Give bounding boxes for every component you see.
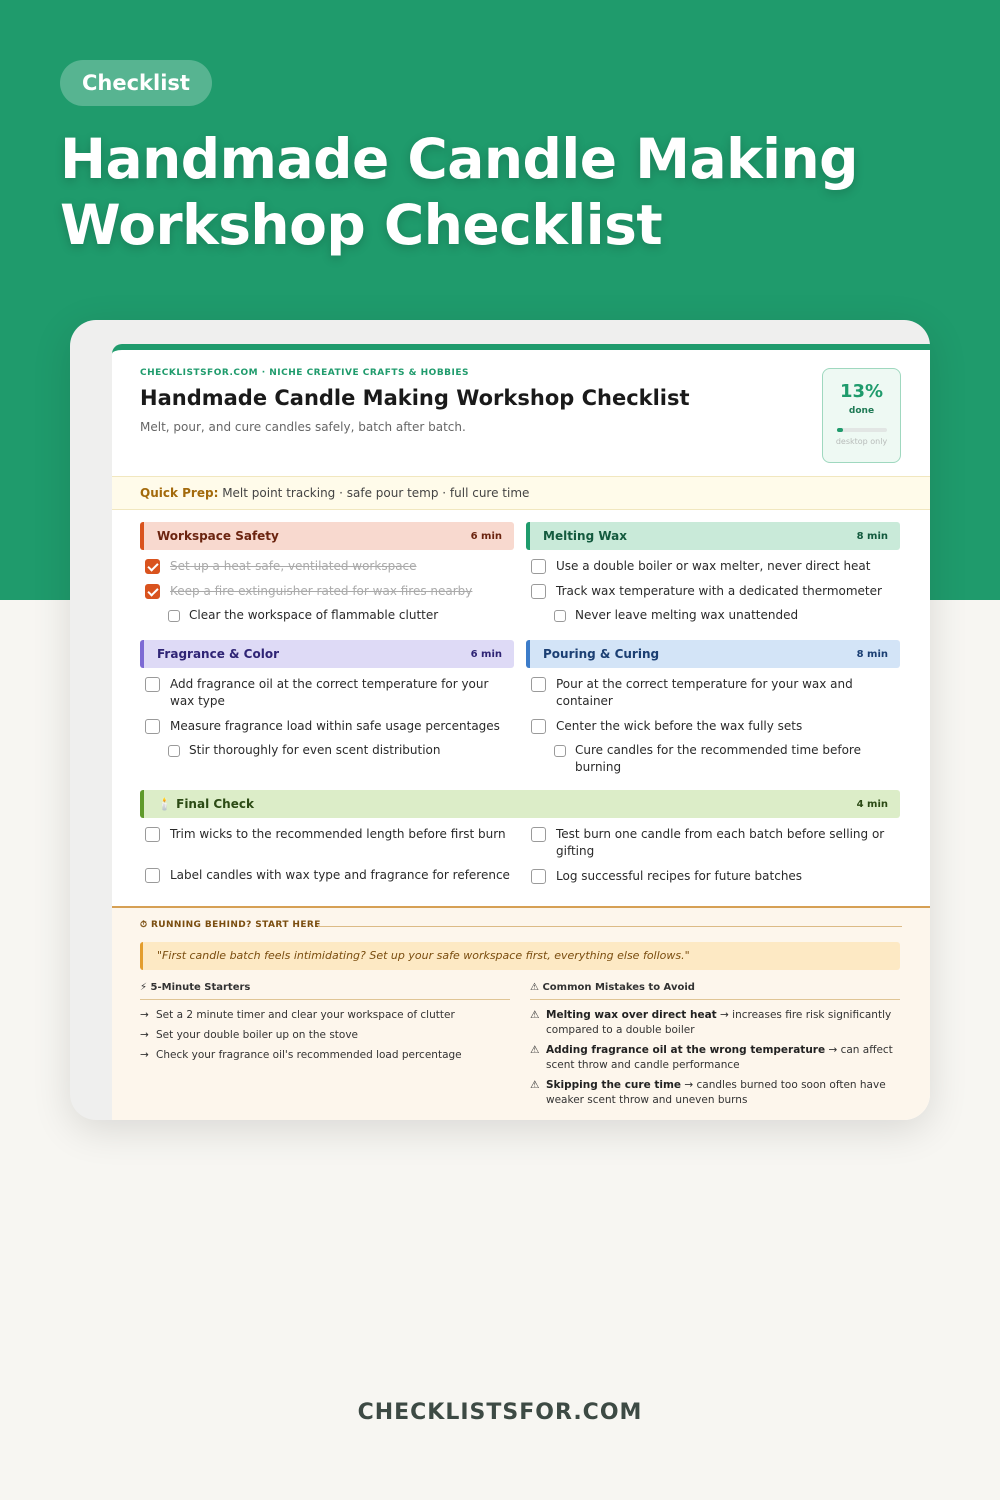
checkbox[interactable] (531, 677, 546, 692)
section-fragrance-color (140, 640, 514, 759)
mistake-consequence: → can affect scent throw and candle performance (546, 1044, 893, 1071)
mistake-consequence: → increases fire risk significantly compared to a double boiler (546, 1009, 892, 1036)
starters-column (140, 982, 510, 1068)
section-time: 8 min (856, 648, 888, 660)
checkbox[interactable] (145, 559, 160, 574)
checklist-item[interactable] (526, 558, 900, 575)
checklist-subitem[interactable] (140, 742, 514, 759)
checklist-subitem[interactable] (526, 742, 900, 776)
checklist-item[interactable] (140, 718, 514, 735)
checkbox[interactable] (531, 584, 546, 599)
section-time: 6 min (470, 530, 502, 542)
document-subtitle: Melt, pour, and cure candles safely, batch after batch. (140, 420, 466, 434)
checklist-item-text: Clear the workspace of flammable clutter (189, 608, 439, 622)
checklist-item[interactable] (140, 558, 514, 575)
checklist-item-text: Pour at the correct temperature for your wax and container (556, 677, 853, 708)
starter-item (140, 1028, 510, 1043)
section-time: 8 min (856, 530, 888, 542)
section-pouring-curing (526, 640, 900, 776)
checkbox[interactable] (145, 719, 160, 734)
section-title: Melting Wax (543, 529, 627, 543)
starter-text: Check your fragrance oil's recommended load percentage (156, 1049, 462, 1061)
checklist-item-text: Keep a fire extinguisher rated for wax fires nearby (170, 584, 473, 598)
checklist-item-text: Stir thoroughly for even scent distribution (189, 743, 441, 757)
checklist-item-text: Measure fragrance load within safe usage percentages (170, 719, 500, 733)
section-time: 6 min (470, 648, 502, 660)
quick-prep-bar (112, 476, 930, 510)
section-header (526, 522, 900, 550)
checklist-item-text: Label candles with wax type and fragrance for reference (170, 868, 510, 882)
arrow-icon: → (140, 1009, 149, 1021)
checkbox[interactable] (145, 868, 160, 883)
checkbox[interactable] (168, 610, 180, 622)
section-header (526, 640, 900, 668)
checkbox[interactable] (145, 677, 160, 692)
running-behind-title: ⏱ RUNNING BEHIND? START HERE (140, 920, 321, 930)
final-check-right-column (526, 818, 900, 885)
section-title: Pouring & Curing (543, 647, 660, 661)
checkbox[interactable] (145, 584, 160, 599)
progress-label: done (848, 406, 875, 416)
final-check-title: 🕯️ Final Check (157, 797, 254, 811)
mistake-name: Melting wax over direct heat (546, 1009, 717, 1021)
progress-note: desktop only (835, 437, 888, 446)
starter-item (140, 1048, 510, 1063)
checklist-card-frame (70, 320, 930, 1120)
checklist-subitem[interactable] (526, 607, 900, 624)
checklist-item-text: Center the wick before the wax fully sets (556, 719, 803, 733)
starter-item (140, 1008, 510, 1023)
checklist-item[interactable] (526, 718, 900, 735)
section-title: Fragrance & Color (157, 647, 279, 661)
mistakes-title: ⚠ Common Mistakes to Avoid (530, 982, 900, 1000)
section-workspace-safety (140, 522, 514, 624)
checkbox[interactable] (145, 827, 160, 842)
checkbox[interactable] (531, 869, 546, 884)
checkbox[interactable] (531, 827, 546, 842)
warning-icon: ⚠ (530, 1044, 540, 1056)
mistakes-column (530, 982, 900, 1113)
checklist-item-text: Trim wicks to the recommended length before first burn (170, 827, 506, 841)
warning-icon: ⚠ (530, 1009, 540, 1021)
checkbox[interactable] (531, 559, 546, 574)
site-eyebrow: CHECKLISTSFOR.COM · NICHE CREATIVE CRAFTS & HOBBIES (140, 368, 470, 378)
checklist-item[interactable] (526, 583, 900, 600)
starters-title: ⚡ 5-Minute Starters (140, 982, 510, 1000)
running-behind-panel (112, 906, 930, 1120)
document-title: Handmade Candle Making Workshop Checklist (140, 386, 690, 410)
checkbox[interactable] (168, 745, 180, 757)
checkbox[interactable] (554, 745, 566, 757)
mistake-consequence: → candles burned too soon often have weaker scent throw and uneven burns (546, 1079, 886, 1106)
divider (318, 926, 902, 927)
encouragement-quote: "First candle batch feels intimidating? Set up your safe workspace first, everything else follows." (140, 942, 900, 970)
checklist-subitem[interactable] (140, 607, 514, 624)
checklist-item-text: Never leave melting wax unattended (575, 608, 799, 622)
checklist-item[interactable] (140, 676, 514, 710)
mistake-item (530, 1008, 900, 1038)
progress-bar (837, 428, 887, 432)
hero-title: Handmade Candle Making Workshop Checklist (60, 127, 859, 257)
section-header (140, 522, 514, 550)
checkbox[interactable] (531, 719, 546, 734)
checklist-item-text: Use a double boiler or wax melter, never direct heat (556, 559, 871, 573)
checklist-item-text: Add fragrance oil at the correct temperature for your wax type (170, 677, 489, 708)
checklist-item[interactable] (526, 826, 900, 860)
checklist-document (112, 344, 930, 1120)
checklist-item[interactable] (140, 867, 514, 884)
footer-brand: CHECKLISTSFOR.COM (357, 1400, 643, 1425)
progress-percent: 13% (839, 381, 884, 402)
warning-icon: ⚠ (530, 1079, 540, 1091)
progress-bar-fill (837, 428, 844, 432)
final-check-header (140, 790, 900, 818)
category-pill: Checklist (60, 60, 212, 106)
progress-card (822, 368, 901, 463)
arrow-icon: → (140, 1049, 149, 1061)
checklist-item[interactable] (526, 868, 900, 885)
quick-prep-label: Quick Prep: (140, 486, 219, 500)
checklist-item[interactable] (526, 676, 900, 710)
final-check-time: 4 min (856, 798, 888, 810)
checkbox[interactable] (554, 610, 566, 622)
checklist-item-text: Cure candles for the recommended time before burning (575, 743, 861, 774)
checklist-item-text: Track wax temperature with a dedicated thermometer (556, 584, 882, 598)
starter-text: Set your double boiler up on the stove (156, 1029, 359, 1041)
section-melting-wax (526, 522, 900, 624)
mistake-name: Skipping the cure time (546, 1079, 682, 1091)
mistake-item (530, 1043, 900, 1073)
document-header (112, 350, 930, 476)
quick-prep-text: Melt point tracking · safe pour temp · full cure time (218, 486, 530, 500)
checklist-item-text: Set up a heat-safe, ventilated workspace (170, 559, 417, 573)
checklist-item[interactable] (140, 826, 514, 843)
final-check-left-column (140, 818, 514, 884)
section-title: Workspace Safety (157, 529, 279, 543)
starter-text: Set a 2 minute timer and clear your workspace of clutter (156, 1009, 455, 1021)
checklist-item-text: Test burn one candle from each batch before selling or gifting (556, 827, 885, 858)
checklist-item[interactable] (140, 583, 514, 600)
checklist-item-text: Log successful recipes for future batches (556, 869, 803, 883)
mistake-item (530, 1078, 900, 1108)
arrow-icon: → (140, 1029, 149, 1041)
section-header (140, 640, 514, 668)
mistake-name: Adding fragrance oil at the wrong temperature (546, 1044, 826, 1056)
